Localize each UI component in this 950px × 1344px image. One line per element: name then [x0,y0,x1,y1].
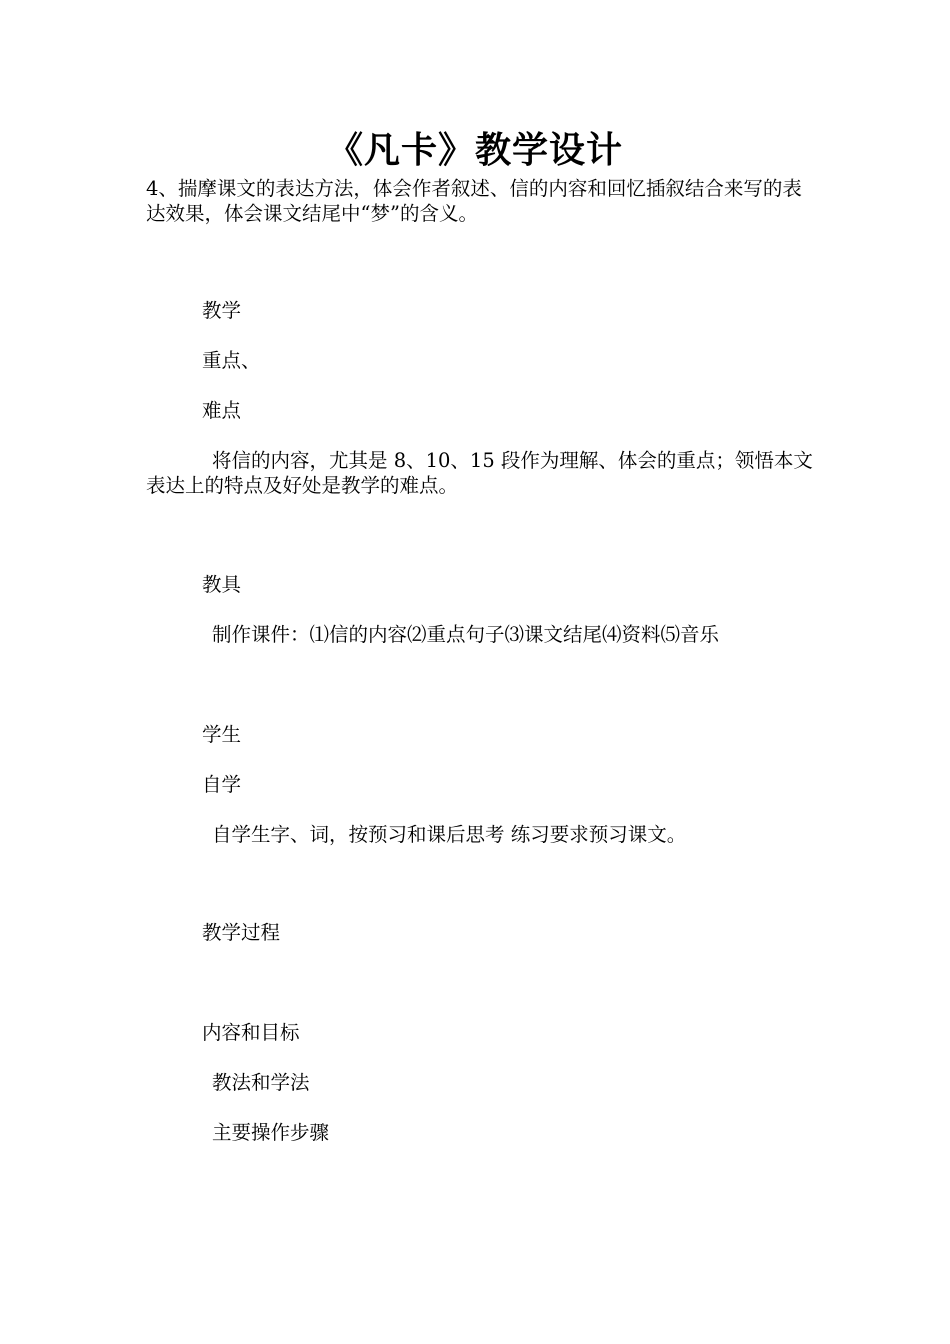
heading-aids: 教具 [202,573,242,596]
heading-process: 教学过程 [202,921,281,944]
heading-difficulty: 难点 [202,399,242,422]
heading-selfstudy: 自学 [202,773,242,796]
heading-student: 学生 [202,723,242,746]
heading-teaching: 教学 [202,299,242,322]
document-title: 《凡卡》教学设计 [326,129,623,171]
key-difficulty-text: 将信的内容，尤其是 8、10、15 段作为理解、体会的重点；领悟本文表达上的特点及好处是教学的难点。 [146,449,813,497]
aids-text: 制作课件：⑴信的内容⑵重点句子⑶课文结尾⑷资料⑸音乐 [212,623,720,646]
objective-item-4: 4、揣摩课文的表达方法，体会作者叙述、信的内容和回忆插叙结合来写的表达效果，体会课文结尾中“梦”的含义。 [146,177,802,225]
heading-key: 重点、 [202,349,261,372]
selfstudy-text: 自学生字、词，按预习和课后思考 练习要求预习课文。 [212,823,687,846]
column-steps: 主要操作步骤 [212,1121,330,1144]
column-method: 教法和学法 [212,1071,310,1094]
column-content: 内容和目标 [202,1021,300,1044]
